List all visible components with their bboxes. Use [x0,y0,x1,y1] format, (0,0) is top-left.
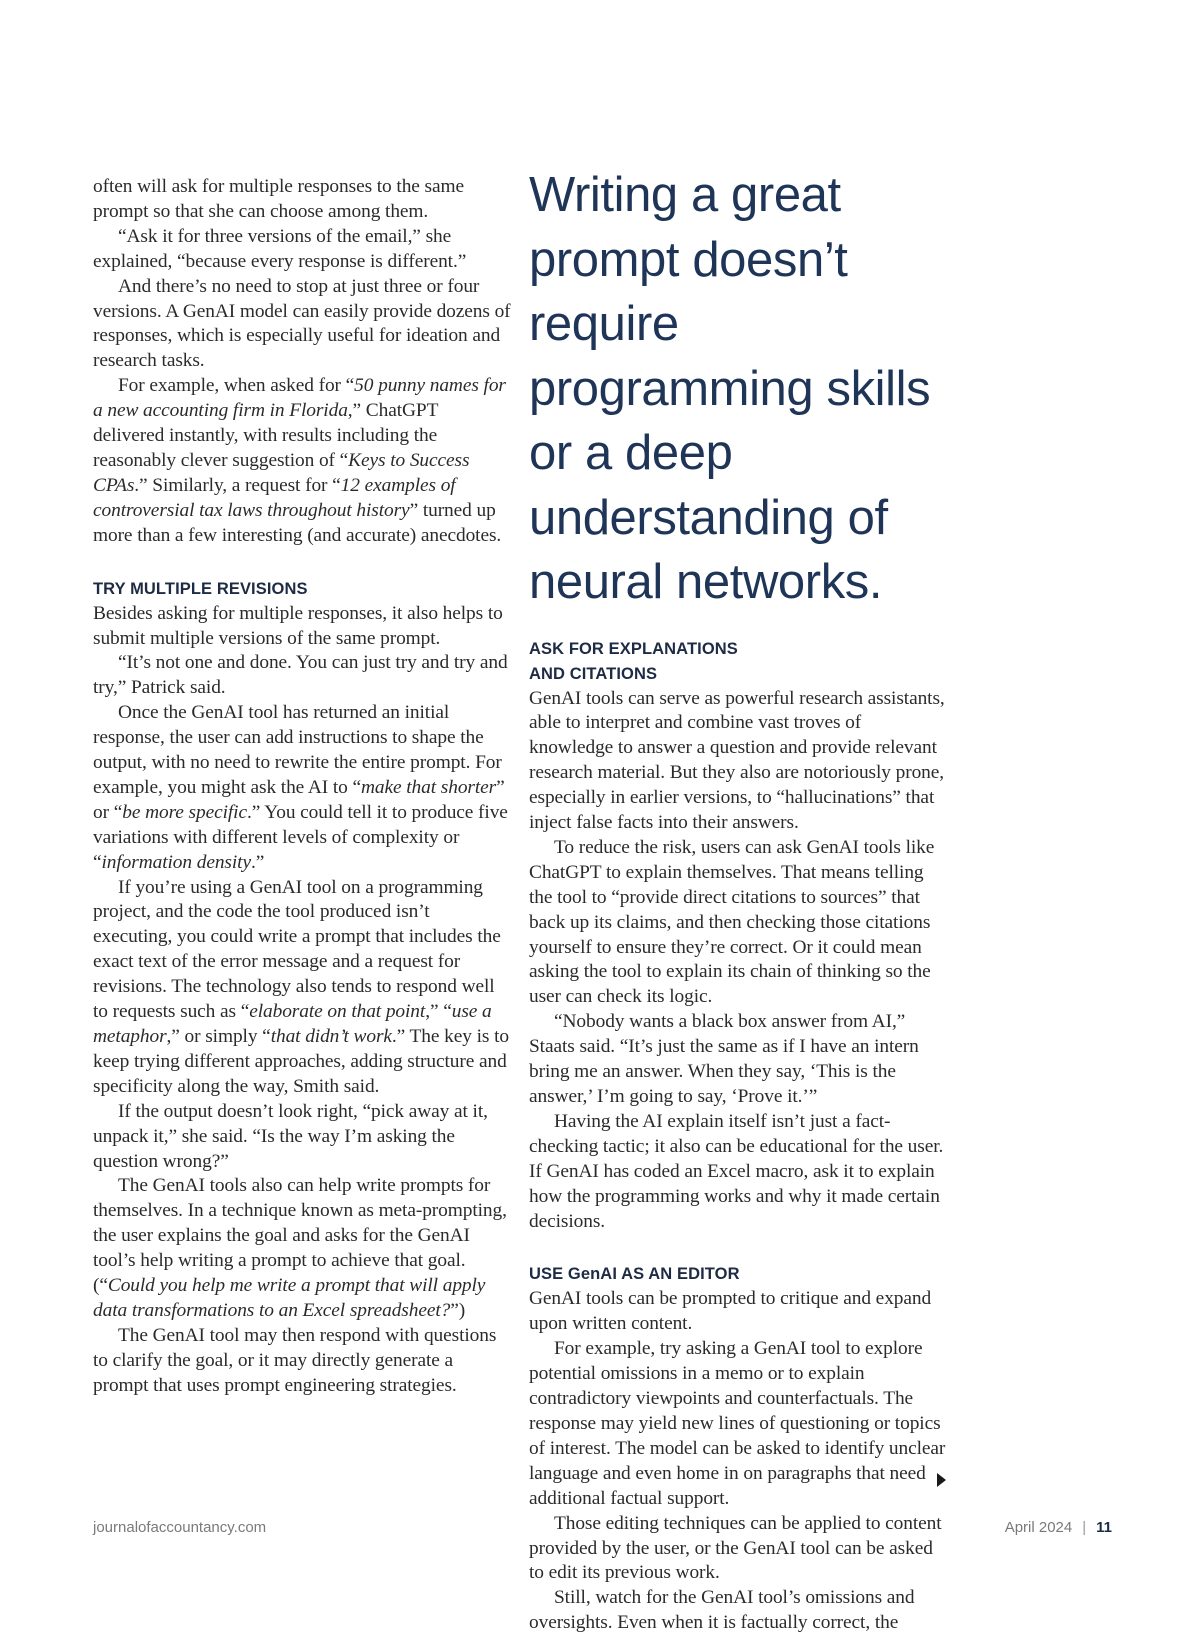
text-run: For example, when asked for “ [118,375,354,396]
pull-quote: Writing a great prompt doesn’t require programming skills or a deep understanding of neural networks. [529,163,949,615]
italic-run: 12 examples of controversial tax laws throughout history [93,475,456,521]
body-paragraph: The GenAI tool may then respond with questions to clarify the goal, or it may directly generate a prompt that uses prompt engineering strategies. [93,1324,511,1399]
right-column [529,175,949,1636]
body-paragraph: For example, try asking a GenAI tool to explore potential omissions in a memo or to explain contradictory viewpoints and counterfactuals. The response may yield new lines of questioning or topics of interest. The model can be asked to identify unclear language and even home in on paragraphs that need additional factual support. [529,1337,949,1511]
left-column [93,175,511,1399]
italic-run: 50 punny names for a new accounting firm in Florida [93,375,506,421]
italic-run: Keys to Success CPAs [93,450,469,496]
body-paragraph: GenAI tools can serve as powerful research assistants, able to interpret and combine vast troves of knowledge to answer a question and provide relevant research material. But they also are notoriously prone, especially in earlier versions, to “hallucinations” that inject false facts into their answers. [529,687,949,836]
body-paragraph [93,876,511,1100]
text-run: .” Similarly, a request for “ [134,475,340,496]
body-paragraph [93,1174,511,1323]
body-paragraph [93,374,511,548]
italic-run: that didn’t work [271,1026,392,1047]
text-run: ,” or simply “ [167,1026,271,1047]
text-run: ,” “ [425,1001,452,1022]
footer-separator: | [1082,1519,1086,1536]
text-run: ” turned up more than a few interesting (and accurate) anecdotes. [93,500,501,546]
text-run: ,” ChatGPT delivered instantly, with results including the reasonably clever suggestion of “ [93,400,438,471]
text-run: .” You could tell it to produce five variations with different levels of complexity or “ [93,802,508,873]
italic-run: information density [102,852,251,873]
heading-line: AND CITATIONS [529,665,657,683]
continue-arrow-icon [937,1473,946,1487]
heading-line: ASK FOR EXPLANATIONS [529,640,738,658]
body-paragraph: GenAI tools can be prompted to critique and expand upon written content. [529,1287,949,1337]
section-heading-revisions: TRY MULTIPLE REVISIONS [93,577,511,602]
italic-run: use a metaphor [93,1001,492,1047]
page-number: 11 [1096,1519,1112,1536]
text-run: The GenAI tools also can help write prompts for themselves. In a technique known as meta-prompting, the user explains the goal and asks for the GenAI tool’s help writing a prompt to achieve that goal. (“ [93,1175,507,1296]
italic-run: be more specific [122,802,247,823]
section-heading-explanations [529,637,949,687]
text-run: .” The key is to keep trying different approaches, adding structure and specificity along the way, Smith said. [93,1026,509,1097]
body-paragraph: Still, watch for the GenAI tool’s omissions and oversights. Even when it is factually correct, the [529,1586,949,1636]
text-run: ” or “ [93,777,505,823]
footer-date: April 2024 [1005,1519,1073,1536]
footer-page-info [1005,1519,1112,1536]
body-paragraph: Besides asking for multiple responses, it also helps to submit multiple versions of the same prompt. [93,602,511,652]
italic-run: Could you help me write a prompt that will apply data transformations to an Excel spreadsheet? [93,1275,485,1321]
section-heading-editor: USE GenAI AS AN EDITOR [529,1262,949,1287]
footer-site: journalofaccountancy.com [93,1519,266,1536]
body-paragraph: “It’s not one and done. You can just try and try and try,” Patrick said. [93,651,511,701]
italic-run: make that shorter [361,777,496,798]
text-run: ”) [450,1300,465,1321]
body-paragraph: To reduce the risk, users can ask GenAI tools like ChatGPT to explain themselves. That means telling the tool to “provide direct citations to sources” that back up its claims, and then checking those citations yourself to ensure they’re correct. Or it could mean asking the tool to explain its chain of thinking so the user can check its logic. [529,836,949,1010]
text-run: Once the GenAI tool has returned an initial response, the user can add instructions to shape the output, with no need to rewrite the entire prompt. For example, you might ask the AI to “ [93,702,502,798]
body-paragraph: And there’s no need to stop at just three or four versions. A GenAI model can easily provide dozens of responses, which is especially useful for ideation and research tasks. [93,275,511,375]
body-paragraph: Those editing techniques can be applied to content provided by the user, or the GenAI tool can be asked to edit its previous work. [529,1512,949,1587]
body-paragraph [93,701,511,875]
body-paragraph: If the output doesn’t look right, “pick away at it, unpack it,” she said. “Is the way I’m asking the question wrong?” [93,1100,511,1175]
body-paragraph: Having the AI explain itself isn’t just a fact-checking tactic; it also can be educational for the user. If GenAI has coded an Excel macro, ask it to explain how the programming works and why it made certain decisions. [529,1110,949,1235]
body-paragraph: often will ask for multiple responses to the same prompt so that she can choose among them. [93,175,511,225]
text-run: .” [251,852,264,873]
body-paragraph: “Ask it for three versions of the email,” she explained, “because every response is different.” [93,225,511,275]
right-column-body [529,637,949,1636]
body-paragraph: “Nobody wants a black box answer from AI,” Staats said. “It’s just the same as if I have an intern bring me an answer. When they say, ‘This is the answer,’ I’m going to say, ‘Prove it.’” [529,1010,949,1110]
text-run: If you’re using a GenAI tool on a programming project, and the code the tool produced isn’t executing, you could write a prompt that includes the exact text of the error message and a request for revisions. The technology also tends to respond well to requests such as “ [93,877,501,1023]
italic-run: elaborate on that point [249,1001,425,1022]
